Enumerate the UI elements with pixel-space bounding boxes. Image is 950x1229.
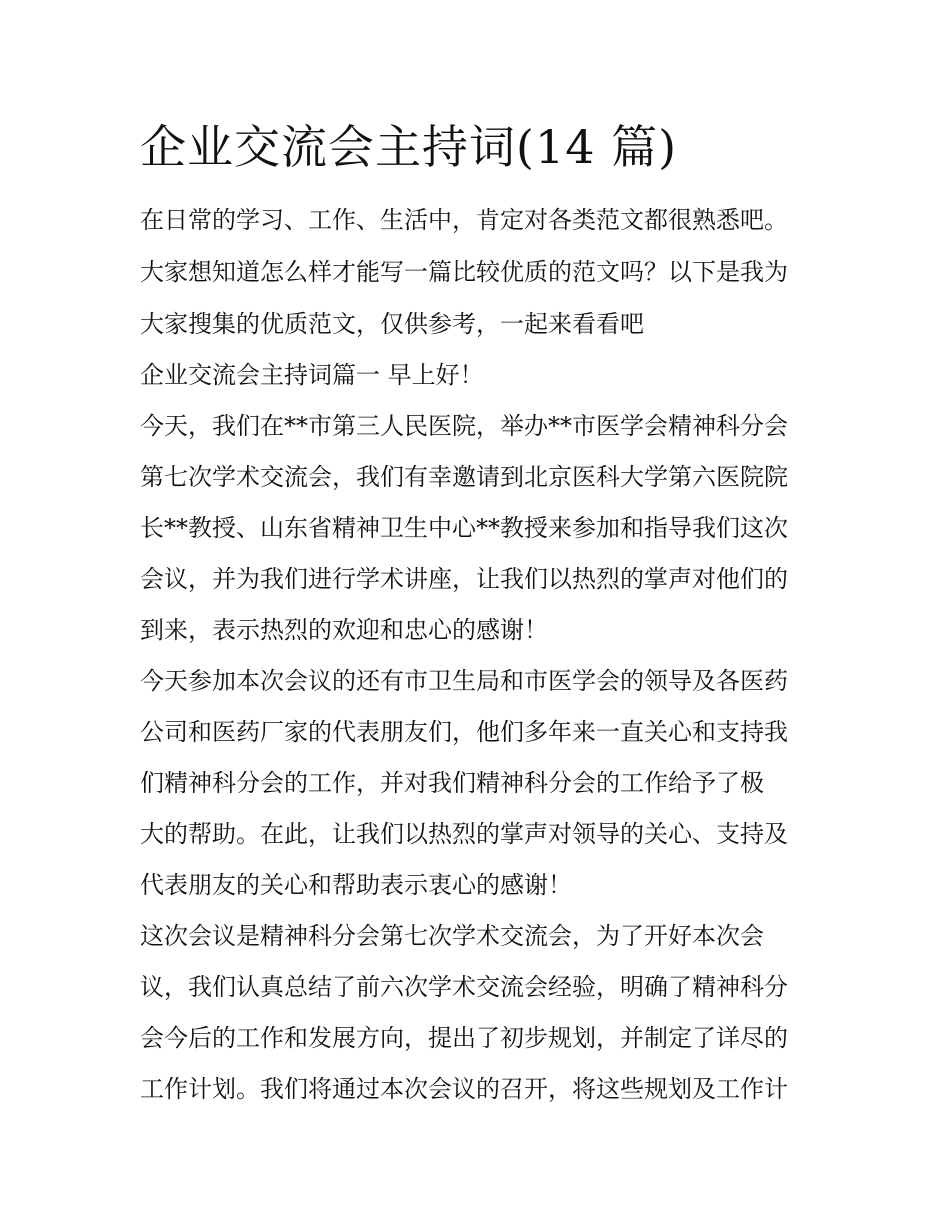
text-line: 大的帮助。在此，让我们以热烈的掌声对领导的关心、支持及 <box>140 820 788 848</box>
document-title: 企业交流会主持词(14 篇) <box>140 120 678 174</box>
text-line: 这次会议是精神科分会第七次学术交流会，为了开好本次会 <box>140 922 764 950</box>
text-line: 会今后的工作和发展方向，提出了初步规划，并制定了详尽的 <box>140 1024 788 1052</box>
text-line: 们精神科分会的工作，并对我们精神科分会的工作给予了极 <box>140 769 764 797</box>
text-line: 今天，我们在**市第三人民医院，举办**市医学会精神科分会 <box>140 412 788 440</box>
text-line: 会议，并为我们进行学术讲座，让我们以热烈的掌声对他们的 <box>140 565 788 593</box>
text-line: 今天参加本次会议的还有市卫生局和市医学会的领导及各医药 <box>140 667 788 695</box>
text-line: 长**教授、山东省精神卫生中心**教授来参加和指导我们这次 <box>140 514 788 542</box>
text-line: 大家想知道怎么样才能写一篇比较优质的范文吗？以下是我为 <box>140 258 788 286</box>
text-line: 第七次学术交流会，我们有幸邀请到北京医科大学第六医院院 <box>140 463 788 491</box>
text-line: 企业交流会主持词篇一 早上好！ <box>140 361 484 389</box>
text-line: 到来，表示热烈的欢迎和忠心的感谢！ <box>140 616 548 644</box>
text-line: 大家搜集的优质范文，仅供参考，一起来看看吧 <box>140 310 644 338</box>
text-line: 议，我们认真总结了前六次学术交流会经验，明确了精神科分 <box>140 973 788 1001</box>
text-line: 在日常的学习、工作、生活中，肯定对各类范文都很熟悉吧。 <box>140 206 788 234</box>
text-line: 工作计划。我们将通过本次会议的召开，将这些规划及工作计 <box>140 1075 788 1103</box>
text-line: 公司和医药厂家的代表朋友们，他们多年来一直关心和支持我 <box>140 718 788 746</box>
text-line: 代表朋友的关心和帮助表示衷心的感谢！ <box>140 871 572 899</box>
